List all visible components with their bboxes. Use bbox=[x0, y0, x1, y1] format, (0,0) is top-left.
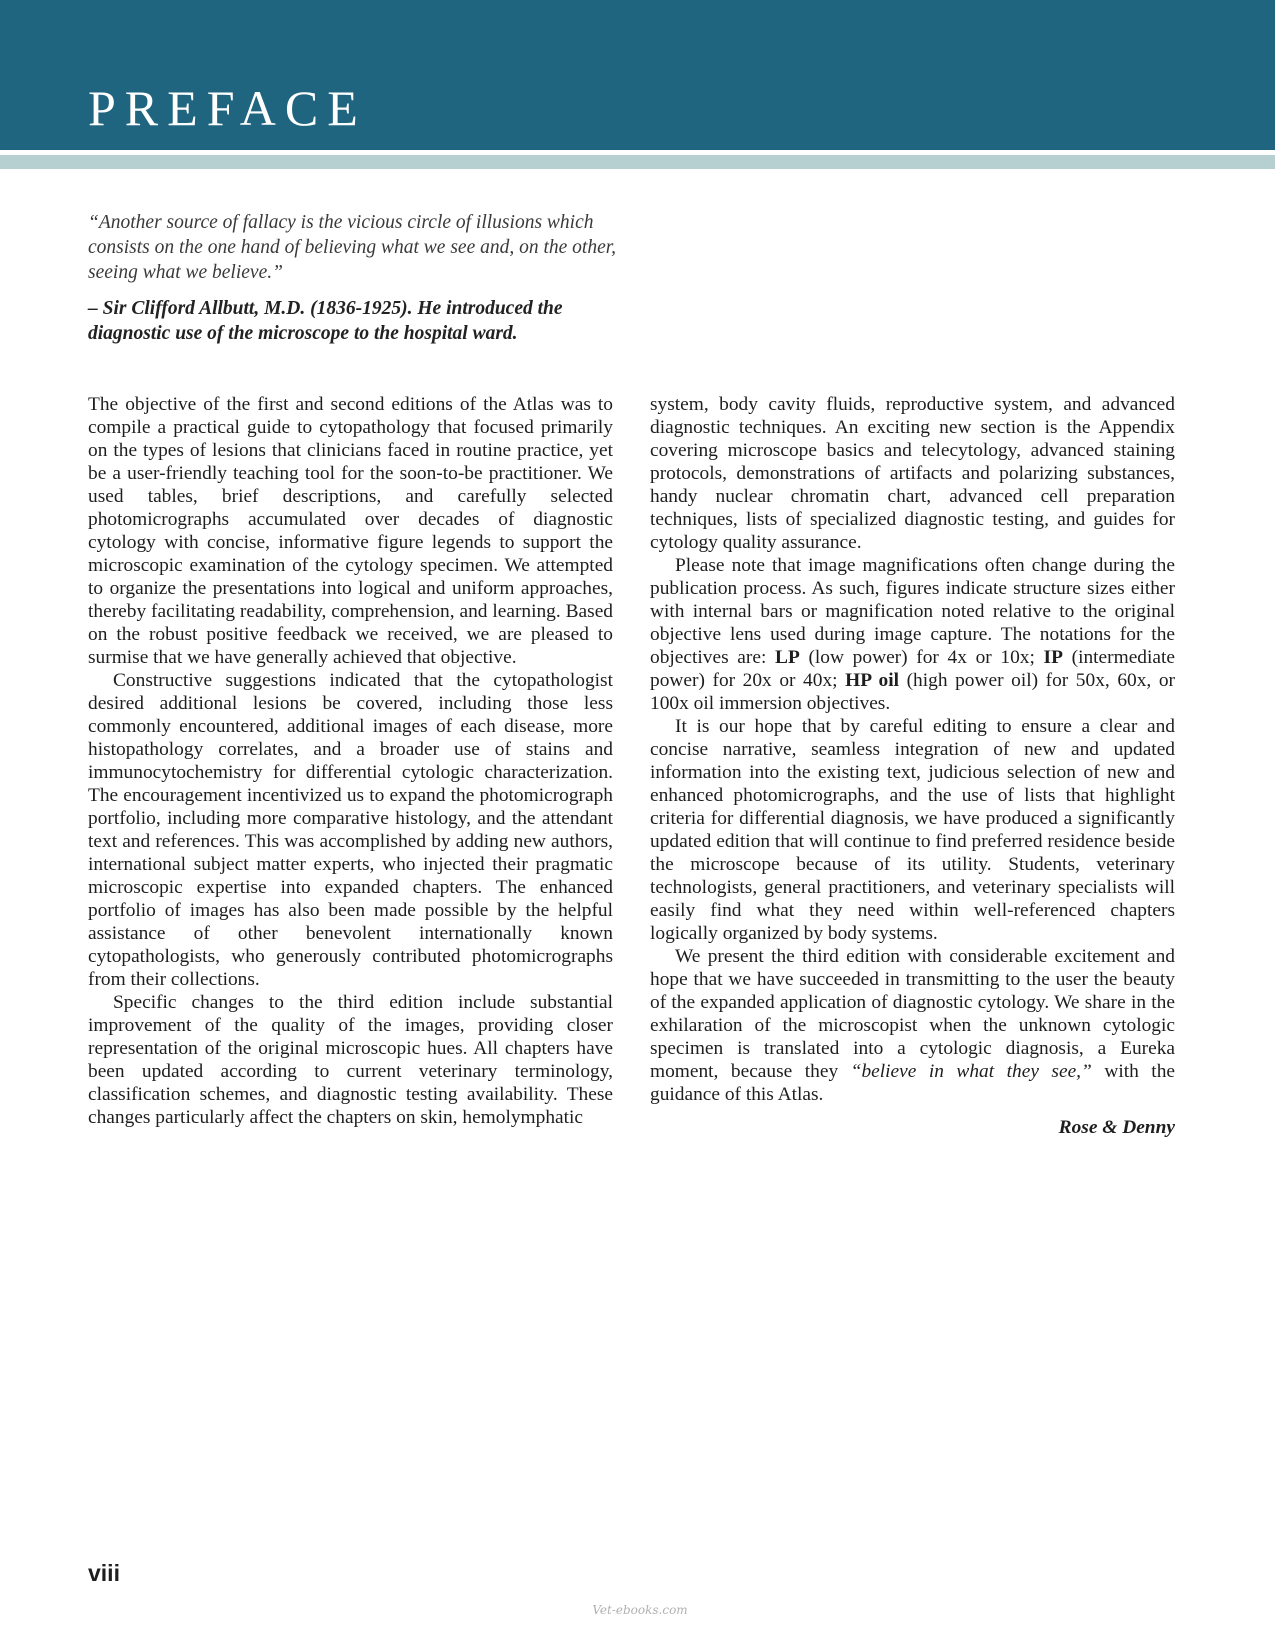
signature: Rose & Denny bbox=[1058, 1117, 1175, 1138]
present-text-2: with the guidance of this Atlas. bbox=[650, 1061, 1175, 1105]
paragraph-changes-start: Specific changes to the third edition include substantial improvement of the quality of the images, providing closer representation of the original microscopic hues. All chapters have been updated according to current veterinary terminology, classification schemes, and diagnostic testing availability. These changes particularly affect the chapters on skin, hemolymphatic bbox=[88, 992, 613, 1128]
paragraph-changes-continued: system, body cavity fluids, reproductive system, and advanced diagnostic techniques. An exciting new section is the Appendix covering microscope basics and telecytology, advanced staining protocols, demonstrations of artifacts and polarizing substances, handy nuclear chromatin chart, advanced cell preparation techniques, lists of specialized diagnostic testing, and guides for cytology quality assurance. bbox=[650, 394, 1175, 553]
paragraph-hope: It is our hope that by careful editing to ensure a clear and concise narrative, seamless integration of new and updated information into the existing text, judicious selection of new and enhanced photomicrographs, and the use of lists that highlight criteria for differential diagnosis, we have produced a significantly updated edition that will continue to find preferred residence beside the microscope because of its utility. Students, veterinary technologists, general practitioners, and veterinary specialists will easily find what they need within well-referenced chapters logically organized by body systems. bbox=[650, 716, 1175, 944]
ip-label: IP bbox=[1043, 647, 1063, 668]
header-stripe bbox=[0, 155, 1275, 169]
lp-label: LP bbox=[775, 647, 800, 668]
page-number: viii bbox=[88, 1560, 120, 1586]
magnification-text-1: Please note that image magnifications often change during the publication process. As such, figures indicate structure sizes either with internal bars or magnification noted relative to the original objective lens used during image capture. The notations for the objectives are: bbox=[650, 555, 1175, 668]
watermark-text: Vet-ebooks.com bbox=[592, 1603, 688, 1617]
epigraph-quote: “Another source of fallacy is the vicious circle of illusions which consists on the one hand of believing what we see and, on the other, seeing what we believe.” bbox=[88, 212, 617, 283]
watermark-logo bbox=[580, 1597, 700, 1621]
present-text-1: We present the third edition with considerable excitement and hope that we have succeeded in transmitting to the user the beauty of the expanded application of diagnostic cytology. We share in the exhilaration of the microscopist when the unknown cytologic specimen is translated into a cytologic diagnosis, a Eureka moment, because they bbox=[650, 946, 1175, 1082]
present-quote: “believe in what they see,” bbox=[850, 1061, 1092, 1082]
left-column bbox=[88, 393, 613, 1129]
header-band bbox=[0, 0, 1275, 150]
page-title: PREFACE bbox=[88, 80, 367, 136]
paragraph-present bbox=[650, 945, 1175, 1106]
paragraph-suggestions: Constructive suggestions indicated that the cytopathologist desired additional lesions be covered, including those less commonly encountered, additional images of each disease, more histopathology correlates, and a broader use of stains and immunocytochemistry for differential cytologic characterization. The encouragement incentivized us to expand the photomicrograph portfolio, including more comparative histology, and the attendant text and references. This was accomplished by adding new authors, international subject matter experts, who injected their pragmatic microscopic expertise into expanded chapters. The enhanced portfolio of images has also been made possible by the helpful assistance of other benevolent internationally known cytopathologists, who generously contributed photomicrographs from their collections. bbox=[88, 670, 613, 990]
epigraph-attribution: – Sir Clifford Allbutt, M.D. (1836-1925). He introduced the diagnostic use of the microscope to the hospital ward. bbox=[88, 298, 563, 344]
paragraph-magnifications bbox=[650, 554, 1175, 715]
paragraph-objective: The objective of the first and second editions of the Atlas was to compile a practical guide to cytopathology that focused primarily on the types of lesions that clinicians faced in routine practice, yet be a user-friendly teaching tool for the soon-to-be practitioner. We used tables, brief descriptions, and carefully selected photomicrographs accumulated over decades of diagnostic cytology with concise, informative figure legends to support the microscopic examination of the cytology specimen. We attempted to organize the presentations into logical and uniform approaches, thereby facilitating readability, comprehension, and learning. Based on the robust positive feedback we received, we are pleased to surmise that we have generally achieved that objective. bbox=[88, 394, 613, 668]
hp-oil-label: HP oil bbox=[845, 670, 900, 691]
magnification-text-3: (intermediate power) for 20x or 40x; bbox=[650, 647, 1175, 691]
right-column bbox=[650, 393, 1175, 1139]
epigraph bbox=[88, 210, 648, 346]
magnification-text-2: (low power) for 4x or 10x; bbox=[799, 647, 1044, 668]
magnification-text-4: (high power oil) for 50x, 60x, or 100x oil immersion objectives. bbox=[650, 670, 1175, 714]
